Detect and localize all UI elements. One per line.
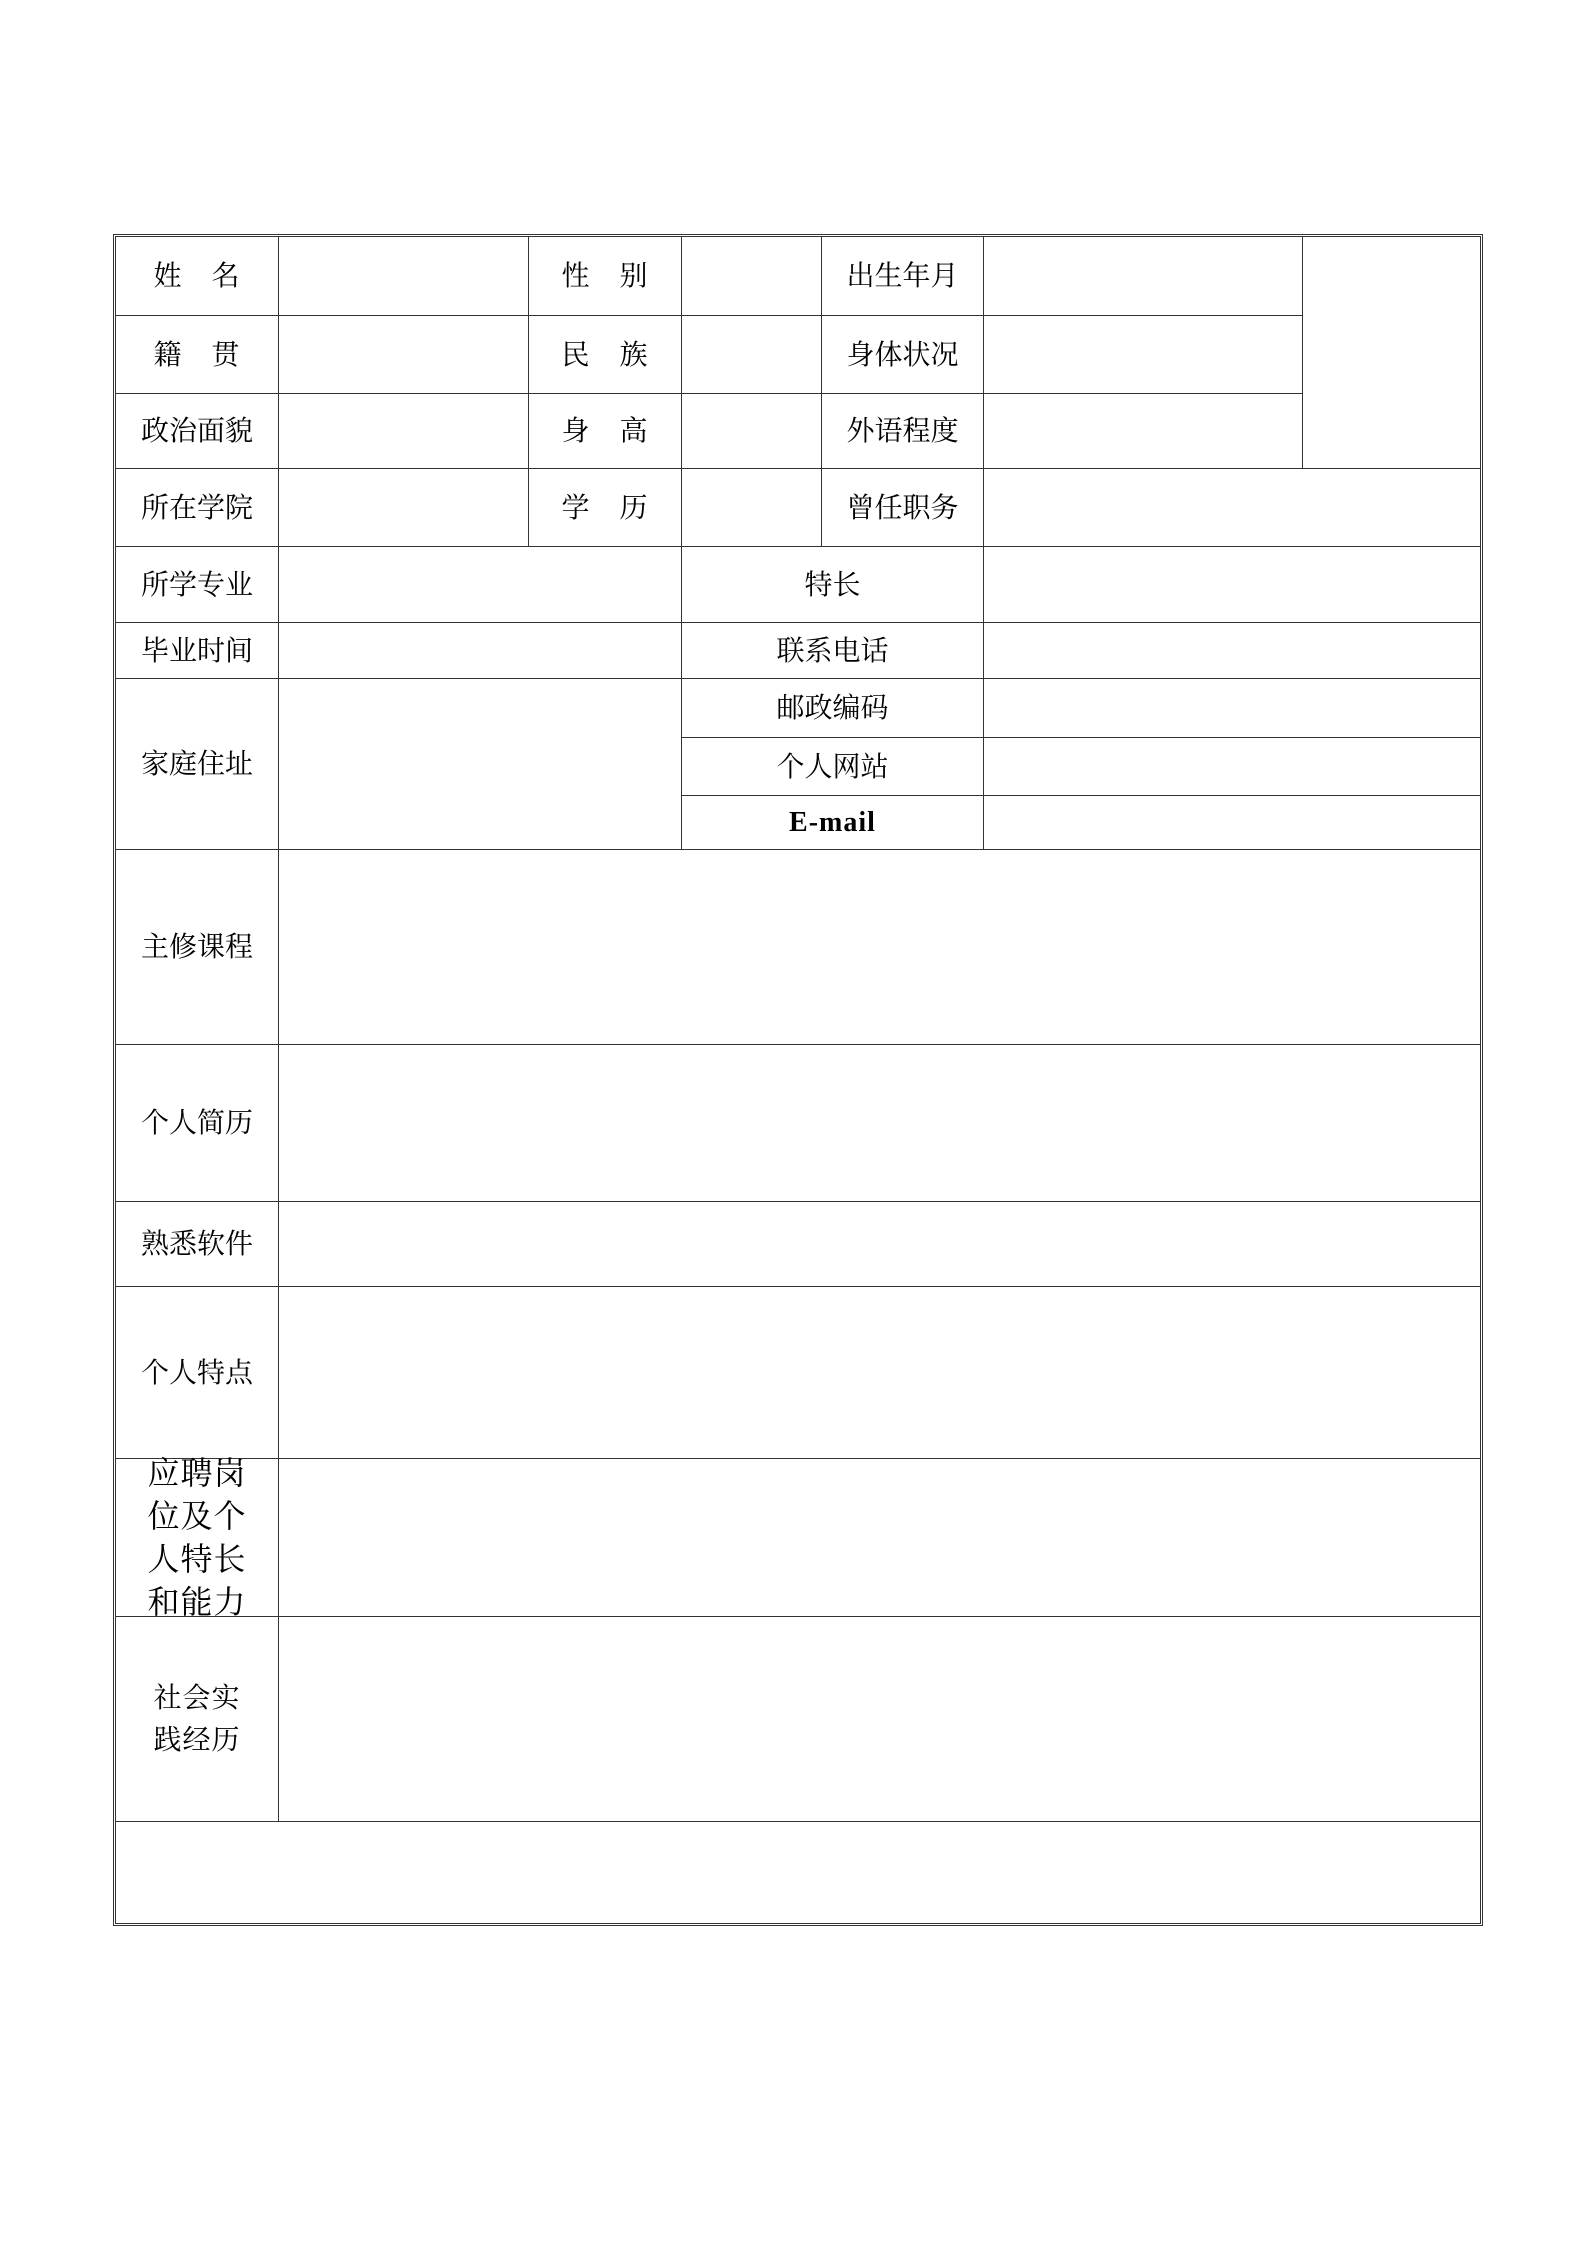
origin-field[interactable] <box>279 316 529 394</box>
website-label: 个人网站 <box>682 738 984 796</box>
social-practice-label: 社会实践经历 <box>116 1617 279 1822</box>
personal-traits-label: 个人特点 <box>116 1287 279 1459</box>
social-practice-field[interactable] <box>279 1617 1480 1822</box>
specialty-label: 特长 <box>682 547 984 623</box>
former-position-label: 曾任职务 <box>822 469 984 547</box>
name-field[interactable] <box>279 237 529 316</box>
email-label: E-mail <box>682 796 984 850</box>
personal-resume-label: 个人简历 <box>116 1045 279 1202</box>
home-address-field[interactable] <box>279 679 682 850</box>
familiar-software-label: 熟悉软件 <box>116 1202 279 1287</box>
specialty-field[interactable] <box>984 547 1480 623</box>
height-field[interactable] <box>682 394 822 469</box>
personal-resume-field[interactable] <box>279 1045 1480 1202</box>
name-label: 姓 名 <box>116 237 279 316</box>
ethnicity-label: 民 族 <box>529 316 682 394</box>
position-applied-label: 应聘岗位及个人特长和能力 <box>116 1459 279 1617</box>
language-level-field[interactable] <box>984 394 1303 469</box>
home-address-label: 家庭住址 <box>116 679 279 850</box>
birth-date-field[interactable] <box>984 237 1303 316</box>
notes-field[interactable] <box>116 1822 1480 1923</box>
college-label: 所在学院 <box>116 469 279 547</box>
website-field[interactable] <box>984 738 1480 796</box>
height-label: 身 高 <box>529 394 682 469</box>
familiar-software-field[interactable] <box>279 1202 1480 1287</box>
political-status-label: 政治面貌 <box>116 394 279 469</box>
graduation-date-field[interactable] <box>279 623 682 679</box>
phone-field[interactable] <box>984 623 1480 679</box>
major-label: 所学专业 <box>116 547 279 623</box>
education-label: 学 历 <box>529 469 682 547</box>
language-level-label: 外语程度 <box>822 394 984 469</box>
graduation-date-label: 毕业时间 <box>116 623 279 679</box>
education-field[interactable] <box>682 469 822 547</box>
postcode-label: 邮政编码 <box>682 679 984 738</box>
position-applied-field[interactable] <box>279 1459 1480 1617</box>
main-courses-label: 主修课程 <box>116 850 279 1045</box>
gender-label: 性 别 <box>529 237 682 316</box>
health-label: 身体状况 <box>822 316 984 394</box>
personal-traits-field[interactable] <box>279 1287 1480 1459</box>
postcode-field[interactable] <box>984 679 1480 738</box>
college-field[interactable] <box>279 469 529 547</box>
photo-area[interactable] <box>1303 237 1480 469</box>
major-field[interactable] <box>279 547 682 623</box>
health-field[interactable] <box>984 316 1303 394</box>
gender-field[interactable] <box>682 237 822 316</box>
political-status-field[interactable] <box>279 394 529 469</box>
ethnicity-field[interactable] <box>682 316 822 394</box>
origin-label: 籍 贯 <box>116 316 279 394</box>
resume-form-table <box>113 234 1483 1926</box>
main-courses-field[interactable] <box>279 850 1480 1045</box>
former-position-field[interactable] <box>984 469 1480 547</box>
email-field[interactable] <box>984 796 1480 850</box>
birth-date-label: 出生年月 <box>822 237 984 316</box>
phone-label: 联系电话 <box>682 623 984 679</box>
